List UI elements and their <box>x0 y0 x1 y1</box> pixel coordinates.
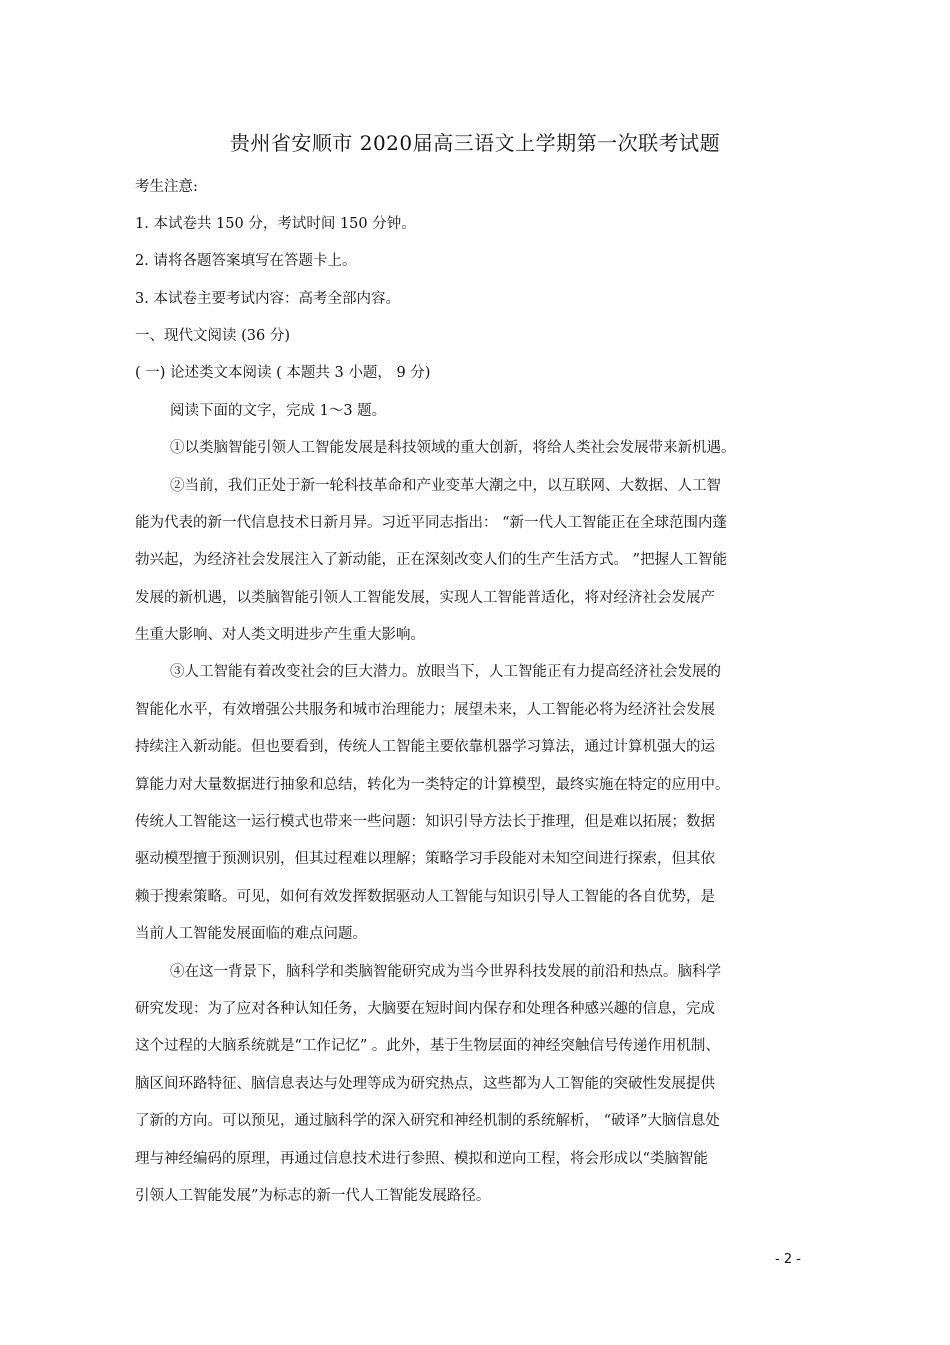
passage-line: 生重大影响、对人类文明进步产生重大影响。 <box>135 627 425 643</box>
passage-line: 能为代表的新一代信息技术日新月异。习近平同志指出： “新一代人工智能正在全球范围内蓬 <box>135 515 728 531</box>
notice-item: 1. 本试卷共 150 分，考试时间 150 分钟。 <box>135 216 416 232</box>
exam-title: 贵州省安顺市 2020届高三语文上学期第一次联考试题 <box>229 131 721 155</box>
instruction-line: 阅读下面的文字，完成 1～3 题。 <box>170 403 387 419</box>
passage-line: 驱动模型擅于预测识别，但其过程难以理解；策略学习手段能对未知空间进行探索，但其依 <box>135 851 715 867</box>
page-number: - 2 - <box>775 1252 801 1267</box>
passage-line: ②当前，我们正处于新一轮科技革命和产业变革大潮之中，以互联网、大数据、人工智 <box>170 478 721 494</box>
passage-line: 智能化水平，有效增强公共服务和城市治理能力；展望未来，人工智能必将为经济社会发展 <box>135 702 715 718</box>
passage-line: 这个过程的大脑系统就是“工作记忆” 。此外，基于生物层面的神经突触信号传递作用机制、 <box>135 1038 720 1054</box>
passage-line: 当前人工智能发展面临的难点问题。 <box>135 926 367 942</box>
passage-line: 引领人工智能发展”为标志的新一代人工智能发展路径。 <box>135 1188 491 1204</box>
section-heading: 一、现代文阅读 (36 分) <box>135 328 290 344</box>
notice-item: 3. 本试卷主要考试内容：高考全部内容。 <box>135 291 400 307</box>
notice-heading: 考生注意: <box>135 179 198 195</box>
passage-line: 持续注入新动能。但也要看到，传统人工智能主要依靠机器学习算法，通过计算机强大的运 <box>135 739 715 755</box>
passage-line: 勃兴起，为经济社会发展注入了新动能，正在深刻改变人们的生产生活方式。 ”把握人工智能 <box>135 552 728 568</box>
passage-line: 理与神经编码的原理，再通过信息技术进行参照、模拟和逆向工程，将会形成以“类脑智能 <box>135 1151 708 1167</box>
passage-line: 赖于搜索策略。可见，如何有效发挥数据驱动人工智能与知识引导人工智能的各自优势，是 <box>135 889 715 905</box>
passage-line: 算能力对大量数据进行抽象和总结，转化为一类特定的计算模型，最终实施在特定的应用中。 <box>135 777 730 793</box>
passage-line: 传统人工智能这一运行模式也带来一些问题：知识引导方法长于推理，但是难以拓展；数据 <box>135 814 715 830</box>
subsection-heading: ( 一) 论述类文本阅读 ( 本题共 3 小题， 9 分) <box>135 365 431 381</box>
passage-line: 脑区间环路特征、脑信息表达与处理等成为研究热点，这些都为人工智能的突破性发展提供 <box>135 1076 715 1092</box>
passage-line: ④在这一背景下，脑科学和类脑智能研究成为当今世界科技发展的前沿和热点。脑科学 <box>170 964 721 980</box>
passage-line: ①以类脑智能引领人工智能发展是科技领域的重大创新，将给人类社会发展带来新机遇。 <box>170 440 736 456</box>
notice-item: 2. 请将各题答案填写在答题卡上。 <box>135 253 357 269</box>
passage-line: 了新的方向。可以预见，通过脑科学的深入研究和神经机制的系统解析， “破译”大脑信息处 <box>135 1113 720 1129</box>
passage-line: 研究发现：为了应对各种认知任务，大脑要在短时间内保存和处理各种感兴趣的信息，完成 <box>135 1001 715 1017</box>
passage-line: 发展的新机遇，以类脑智能引领人工智能发展，实现人工智能普适化，将对经济社会发展产 <box>135 590 715 606</box>
passage-line: ③人工智能有着改变社会的巨大潜力。放眼当下，人工智能正有力提高经济社会发展的 <box>170 664 721 680</box>
